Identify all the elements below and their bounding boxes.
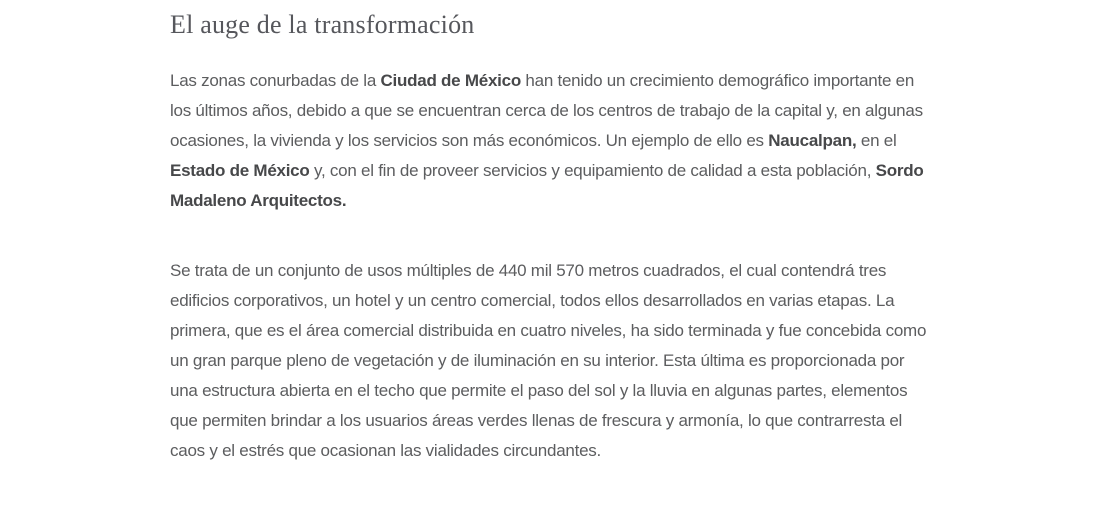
text-run: en el <box>856 131 897 150</box>
bold-text-run: Naucalpan, <box>768 131 857 150</box>
bold-text-run: Sordo Madaleno Arquitectos. <box>170 161 924 210</box>
paragraph <box>170 256 932 466</box>
text-run: Se trata de un conjunto de usos múltiples de 440 mil 570 metros cuadrados, el cual contendrá tres edificios corporativos, un hotel y un centro comercial, todos ellos desarrollados en varias etapas. La primera, que es el área comercial distribuida en cuatro niveles, ha sido terminada y fue concebida como un gran parque pleno de vegetación y de iluminación en su interior. Esta última es proporcionada por una estructura abierta en el techo que permite el paso del sol y la lluvia en algunas partes, elementos que permiten brindar a los usuarios áreas verdes llenas de frescura y armonía, lo que contrarresta el caos y el estrés que ocasionan las vialidades circundantes. <box>170 261 927 460</box>
text-run: Las zonas conurbadas de la <box>170 71 381 90</box>
bold-text-run: Estado de México <box>170 161 310 180</box>
page-title: El auge de la transformación <box>170 10 475 39</box>
text-run: han tenido un crecimiento demográfico importante en los últimos años, debido a que se encuentran cerca de los centros de trabajo de la capital y, en algunas ocasiones, la vivienda y los servicios son más económicos. Un ejemplo de ello es <box>170 71 923 150</box>
bold-text-run: Ciudad de México <box>380 71 521 90</box>
paragraph <box>170 66 932 216</box>
article-body <box>170 66 932 466</box>
text-run: y, con el fin de proveer servicios y equipamiento de calidad a esta población, <box>309 161 876 180</box>
